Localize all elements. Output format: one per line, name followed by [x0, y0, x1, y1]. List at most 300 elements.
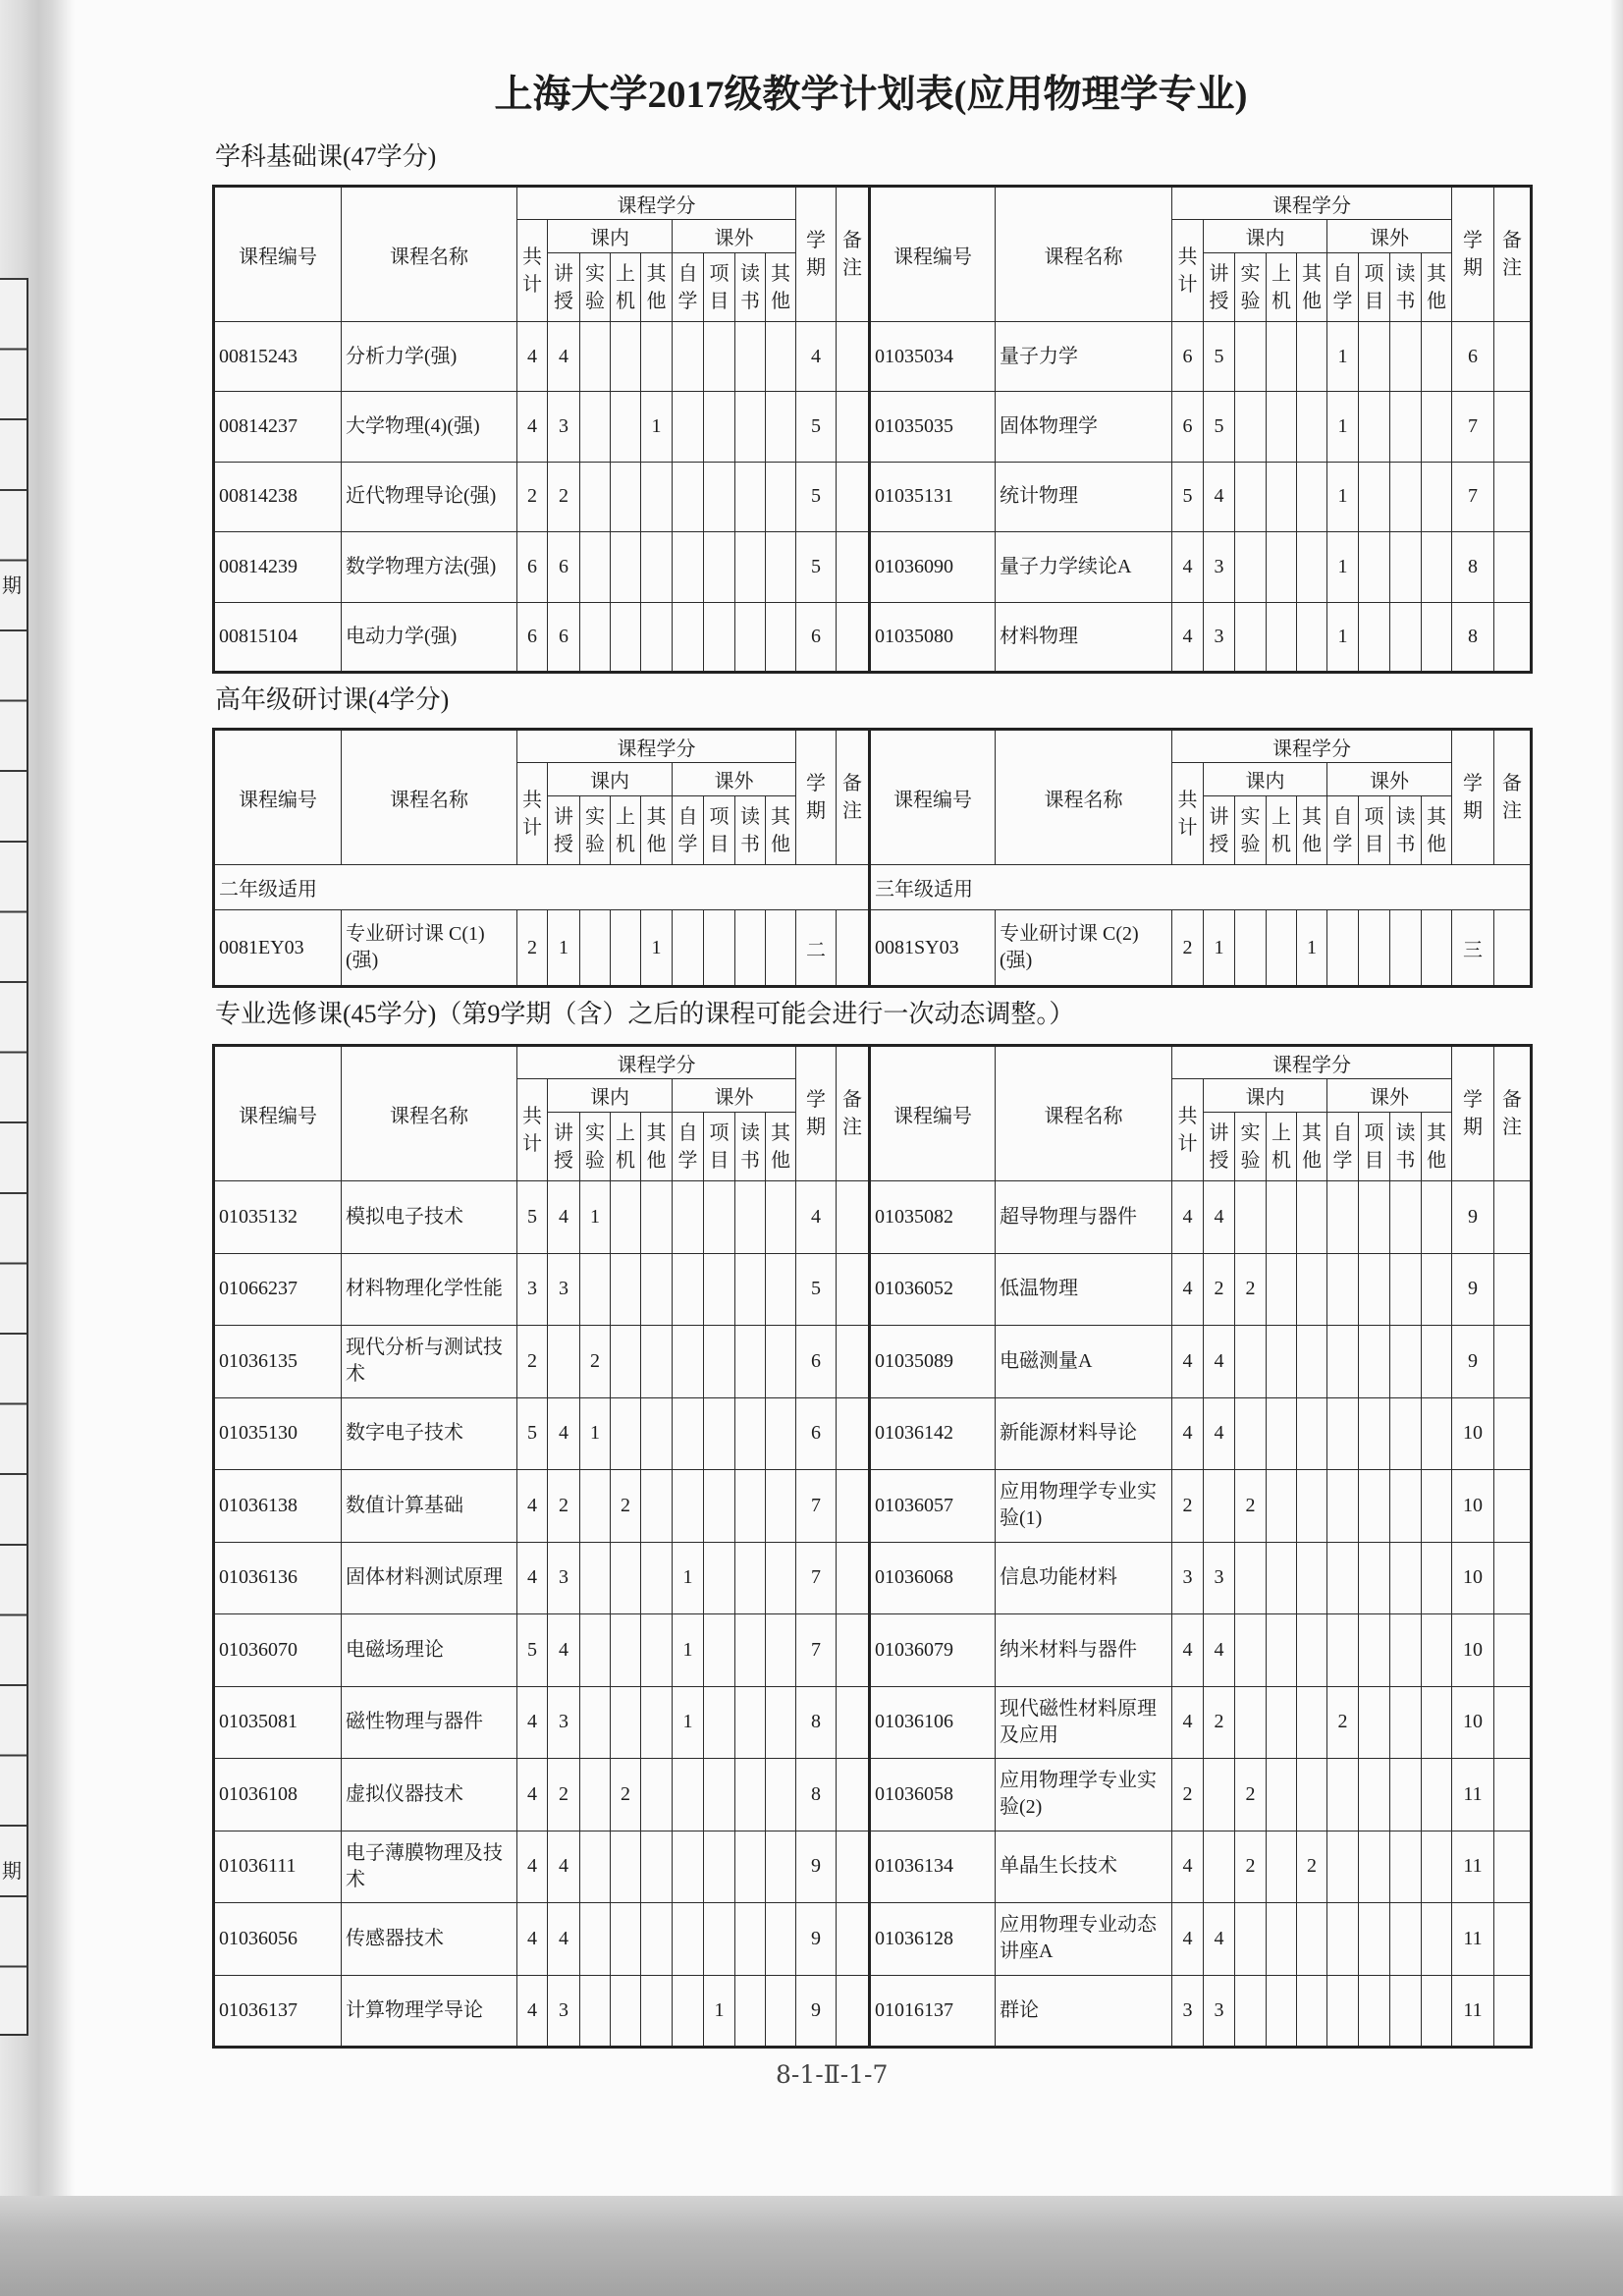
course-name: 材料物理: [996, 602, 1172, 672]
course-name: 纳米材料与器件: [996, 1614, 1172, 1687]
semester: 9: [796, 1975, 837, 2048]
credit-lecture: 4: [548, 1903, 580, 1976]
credit-computer: [1267, 392, 1297, 462]
credit-computer: [1267, 1831, 1297, 1903]
credit-total: 4: [517, 322, 548, 392]
course-name: 新能源材料导论: [996, 1397, 1172, 1470]
credit-reading: [1390, 532, 1422, 602]
header-out-of-class: 课外: [673, 763, 796, 796]
header-semester: 学期: [1452, 730, 1494, 865]
remarks: [1494, 910, 1532, 987]
credit-project: [1359, 1614, 1390, 1687]
credit-reading: [735, 1831, 766, 1903]
credit-reading: [1390, 1542, 1422, 1614]
course-name: 现代磁性材料原理及应用: [996, 1686, 1172, 1759]
credit-total: 2: [517, 910, 548, 987]
header-out-of-class: 课外: [1327, 220, 1452, 253]
credit-computer: [1267, 1903, 1297, 1976]
header-other-in-class: 其他: [641, 1113, 673, 1181]
course-code: 01035035: [870, 392, 996, 462]
header-course-name: 课程名称: [996, 1046, 1172, 1181]
course-name: 低温物理: [996, 1253, 1172, 1326]
credit-lecture: 4: [548, 1614, 580, 1687]
header-self-study: 自学: [1327, 1113, 1359, 1181]
header-total: 共计: [1172, 763, 1204, 865]
table-row: [214, 1903, 1532, 1976]
table-row: [214, 322, 1532, 392]
credit-reading: [735, 1903, 766, 1976]
credit-lecture: 3: [548, 392, 580, 462]
credit-project: [1359, 910, 1390, 987]
header-credits: 课程学分: [517, 187, 796, 220]
table-row: [214, 392, 1532, 462]
credit-other-in-class: [1297, 1470, 1327, 1543]
remarks: [1494, 392, 1532, 462]
header-in-class: 课内: [1204, 763, 1327, 796]
credit-total: 5: [1172, 462, 1204, 531]
credit-total: 4: [1172, 1397, 1204, 1470]
credit-other-in-class: [1297, 1614, 1327, 1687]
credit-computer: [1267, 1397, 1297, 1470]
credit-total: 4: [517, 1759, 548, 1831]
header-lecture: 讲授: [1204, 1113, 1235, 1181]
course-name: 近代物理导论(强): [342, 462, 517, 531]
semester: 9: [796, 1903, 837, 1976]
remarks: [837, 602, 870, 672]
credit-experiment: [580, 1903, 611, 1976]
credit-other-out-of-class: [766, 1614, 796, 1687]
remarks: [837, 1397, 870, 1470]
header-computer: 上机: [1267, 253, 1297, 322]
credit-total: 4: [1172, 1614, 1204, 1687]
header-total: 共计: [517, 220, 548, 322]
credit-self-study: [1327, 1831, 1359, 1903]
course-code: 00814239: [214, 532, 342, 602]
course-code: 01036137: [214, 1975, 342, 2048]
remarks: [1494, 1397, 1532, 1470]
page-number: 8-1-Ⅱ-1-7: [776, 2060, 889, 2089]
semester: 6: [796, 1326, 837, 1398]
semester: 9: [1452, 1181, 1494, 1254]
table-row: [214, 1542, 1532, 1614]
credit-other-in-class: [1297, 602, 1327, 672]
credit-other-in-class: [641, 1831, 673, 1903]
credit-experiment: [580, 1759, 611, 1831]
credit-other-out-of-class: [766, 1326, 796, 1398]
credit-computer: [1267, 1975, 1297, 2048]
credit-other-in-class: [641, 1326, 673, 1398]
course-code: 01036136: [214, 1542, 342, 1614]
credit-self-study: 1: [1327, 322, 1359, 392]
credit-reading: [735, 1181, 766, 1254]
scanner-bed: [0, 2196, 1623, 2296]
course-code: 01036135: [214, 1326, 342, 1398]
credit-reading: [735, 462, 766, 531]
header-row: [214, 187, 1532, 220]
header-in-class: 课内: [1204, 220, 1327, 253]
credit-other-in-class: 2: [1297, 1831, 1327, 1903]
credit-other-out-of-class: [766, 1975, 796, 2048]
credit-reading: [1390, 1831, 1422, 1903]
header-experiment: 实验: [1235, 796, 1267, 865]
header-other-in-class: 其他: [1297, 1113, 1327, 1181]
course-name: 应用物理学专业实验(2): [996, 1759, 1172, 1831]
table-row: [214, 1759, 1532, 1831]
semester: 11: [1452, 1831, 1494, 1903]
remarks: [1494, 1470, 1532, 1543]
course-code: 01035132: [214, 1181, 342, 1254]
credit-total: 2: [517, 1326, 548, 1398]
remarks: [1494, 1326, 1532, 1398]
section-heading-basic-courses: 学科基础课(47学分): [215, 142, 437, 171]
credit-computer: [1267, 910, 1297, 987]
group-label-left: 二年级适用: [214, 865, 870, 910]
credit-other-in-class: 1: [641, 392, 673, 462]
course-name: 材料物理化学性能: [342, 1253, 517, 1326]
header-self-study: 自学: [673, 253, 704, 322]
table-row: [214, 1397, 1532, 1470]
table-row: [214, 910, 1532, 987]
credit-reading: [1390, 602, 1422, 672]
course-name: 单晶生长技术: [996, 1831, 1172, 1903]
credit-project: [704, 1542, 735, 1614]
credit-project: [704, 1759, 735, 1831]
course-name: 量子力学: [996, 322, 1172, 392]
credit-total: 3: [1172, 1975, 1204, 2048]
semester: 10: [1452, 1542, 1494, 1614]
header-out-of-class: 课外: [1327, 763, 1452, 796]
credit-total: 4: [1172, 1253, 1204, 1326]
credit-experiment: [580, 602, 611, 672]
course-name: 模拟电子技术: [342, 1181, 517, 1254]
credit-experiment: [1235, 910, 1267, 987]
header-course-code: 课程编号: [870, 1046, 996, 1181]
credit-lecture: 5: [1204, 392, 1235, 462]
credit-project: [704, 1831, 735, 1903]
credit-computer: [611, 1397, 641, 1470]
header-reading: 读书: [1390, 796, 1422, 865]
credit-reading: [735, 1975, 766, 2048]
remarks: [837, 1686, 870, 1759]
credit-self-study: 1: [673, 1542, 704, 1614]
credit-computer: [611, 1686, 641, 1759]
credit-other-in-class: [1297, 392, 1327, 462]
table-row: [214, 1614, 1532, 1687]
remarks: [1494, 1759, 1532, 1831]
course-code: 01036106: [870, 1686, 996, 1759]
credit-project: [1359, 322, 1390, 392]
course-code: 01036134: [870, 1831, 996, 1903]
credit-other-out-of-class: [766, 392, 796, 462]
remarks: [1494, 1903, 1532, 1976]
remarks: [1494, 1181, 1532, 1254]
semester: 9: [1452, 1326, 1494, 1398]
credit-reading: [735, 1253, 766, 1326]
credit-computer: [1267, 1470, 1297, 1543]
remarks: [837, 1181, 870, 1254]
semester: 10: [1452, 1686, 1494, 1759]
header-course-code: 课程编号: [214, 730, 342, 865]
credit-other-out-of-class: [766, 1686, 796, 1759]
credit-total: 6: [517, 602, 548, 672]
course-code: 01036058: [870, 1759, 996, 1831]
credit-computer: [1267, 322, 1297, 392]
credit-reading: [1390, 1326, 1422, 1398]
header-experiment: 实验: [580, 253, 611, 322]
credit-lecture: 3: [548, 1253, 580, 1326]
header-self-study: 自学: [1327, 796, 1359, 865]
table-header: [214, 1046, 1532, 1181]
credit-self-study: [673, 322, 704, 392]
remarks: [837, 910, 870, 987]
course-code: 01035081: [214, 1686, 342, 1759]
semester: 10: [1452, 1397, 1494, 1470]
credit-self-study: [1327, 1326, 1359, 1398]
course-code: 01035082: [870, 1181, 996, 1254]
header-experiment: 实验: [1235, 253, 1267, 322]
course-code: 01036138: [214, 1470, 342, 1543]
header-reading: 读书: [735, 253, 766, 322]
credit-lecture: 6: [548, 602, 580, 672]
credit-project: [1359, 1326, 1390, 1398]
margin-text: 期: [2, 1859, 22, 1883]
credit-self-study: [673, 532, 704, 602]
header-credits: 课程学分: [1172, 730, 1452, 763]
credit-computer: [611, 1831, 641, 1903]
credit-reading: [1390, 1975, 1422, 2048]
credit-total: 2: [1172, 1759, 1204, 1831]
remarks: [837, 392, 870, 462]
table-row: [214, 602, 1532, 672]
section-heading-elective-courses: 专业选修课(45学分)（第9学期（含）之后的课程可能会进行一次动态调整。）: [215, 1000, 1075, 1028]
header-project: 项目: [1359, 796, 1390, 865]
credit-total: 4: [1172, 1831, 1204, 1903]
header-project: 项目: [1359, 253, 1390, 322]
credit-lecture: 3: [1204, 532, 1235, 602]
header-other-out-of-class: 其他: [1422, 796, 1452, 865]
remarks: [837, 462, 870, 531]
credit-computer: [611, 1181, 641, 1254]
course-code: 01036052: [870, 1253, 996, 1326]
credit-other-in-class: [641, 602, 673, 672]
credit-self-study: [1327, 1253, 1359, 1326]
credit-other-in-class: [641, 1181, 673, 1254]
header-course-code: 课程编号: [214, 1046, 342, 1181]
header-course-name: 课程名称: [996, 730, 1172, 865]
header-credits: 课程学分: [1172, 1046, 1452, 1079]
credit-total: 6: [517, 532, 548, 602]
credit-lecture: 3: [548, 1542, 580, 1614]
semester: 10: [1452, 1614, 1494, 1687]
credit-experiment: [580, 1253, 611, 1326]
header-other-out-of-class: 其他: [1422, 253, 1452, 322]
header-row: [214, 1046, 1532, 1079]
credit-self-study: [1327, 1975, 1359, 2048]
credit-lecture: [1204, 1759, 1235, 1831]
credit-project: [704, 1326, 735, 1398]
credit-other-in-class: [1297, 532, 1327, 602]
credit-self-study: [673, 462, 704, 531]
header-remarks: 备注: [837, 1046, 870, 1181]
course-code: 0081SY03: [870, 910, 996, 987]
credit-lecture: 4: [548, 322, 580, 392]
header-remarks: 备注: [1494, 1046, 1532, 1181]
credit-self-study: [1327, 1759, 1359, 1831]
semester: 8: [796, 1759, 837, 1831]
header-other-in-class: 其他: [641, 796, 673, 865]
header-reading: 读书: [735, 1113, 766, 1181]
header-other-out-of-class: 其他: [766, 1113, 796, 1181]
credit-lecture: 1: [548, 910, 580, 987]
credit-project: [704, 1253, 735, 1326]
credit-self-study: [673, 1326, 704, 1398]
semester: 二: [796, 910, 837, 987]
header-reading: 读书: [735, 796, 766, 865]
header-project: 项目: [704, 253, 735, 322]
course-name: 传感器技术: [342, 1903, 517, 1976]
credit-reading: [1390, 322, 1422, 392]
credit-other-out-of-class: [766, 1253, 796, 1326]
credit-self-study: 1: [1327, 532, 1359, 602]
credit-computer: [611, 462, 641, 531]
course-name: 超导物理与器件: [996, 1181, 1172, 1254]
header-reading: 读书: [1390, 253, 1422, 322]
course-code: 01036108: [214, 1759, 342, 1831]
credit-total: 4: [1172, 1903, 1204, 1976]
table-row: [214, 462, 1532, 531]
credit-project: [1359, 1831, 1390, 1903]
remarks: [837, 1831, 870, 1903]
credit-reading: [735, 910, 766, 987]
header-remarks: 备注: [1494, 730, 1532, 865]
credit-total: 4: [1172, 1181, 1204, 1254]
course-code: 01036111: [214, 1831, 342, 1903]
credit-experiment: [1235, 1686, 1267, 1759]
credit-experiment: 1: [580, 1181, 611, 1254]
credit-lecture: 2: [1204, 1253, 1235, 1326]
credit-reading: [735, 392, 766, 462]
header-self-study: 自学: [1327, 253, 1359, 322]
remarks: [1494, 1975, 1532, 2048]
credit-self-study: [1327, 1397, 1359, 1470]
credit-reading: [1390, 1903, 1422, 1976]
course-name: 现代分析与测试技术: [342, 1326, 517, 1398]
credit-computer: [611, 322, 641, 392]
credit-lecture: 5: [1204, 322, 1235, 392]
credit-project: [1359, 1253, 1390, 1326]
header-project: 项目: [704, 796, 735, 865]
credit-lecture: [548, 1326, 580, 1398]
credit-self-study: [673, 1903, 704, 1976]
remarks: [1494, 322, 1532, 392]
credit-other-in-class: [641, 1975, 673, 2048]
credit-reading: [1390, 392, 1422, 462]
course-code: 00814238: [214, 462, 342, 531]
credit-reading: [1390, 462, 1422, 531]
credit-total: 3: [517, 1253, 548, 1326]
semester: 9: [796, 1831, 837, 1903]
header-computer: 上机: [611, 1113, 641, 1181]
credit-reading: [1390, 1181, 1422, 1254]
credit-total: 4: [517, 1831, 548, 1903]
credit-project: [1359, 1397, 1390, 1470]
semester: 6: [1452, 322, 1494, 392]
credit-reading: [1390, 1686, 1422, 1759]
credit-total: 4: [517, 1903, 548, 1976]
table-row: [214, 1181, 1532, 1254]
header-self-study: 自学: [673, 796, 704, 865]
credit-project: [704, 532, 735, 602]
course-name: 数字电子技术: [342, 1397, 517, 1470]
semester: 9: [1452, 1253, 1494, 1326]
credit-other-in-class: [1297, 1253, 1327, 1326]
credit-experiment: [580, 1542, 611, 1614]
credit-total: 4: [1172, 1686, 1204, 1759]
credit-experiment: [1235, 462, 1267, 531]
credit-self-study: [673, 910, 704, 987]
credit-lecture: 2: [548, 462, 580, 531]
header-project: 项目: [704, 1113, 735, 1181]
credit-project: [704, 462, 735, 531]
credit-computer: [1267, 602, 1297, 672]
course-code: 00814237: [214, 392, 342, 462]
credit-reading: [735, 1470, 766, 1543]
credit-reading: [735, 532, 766, 602]
credit-self-study: [673, 1759, 704, 1831]
credit-other-out-of-class: [1422, 322, 1452, 392]
course-code: 01036079: [870, 1614, 996, 1687]
credit-reading: [1390, 1614, 1422, 1687]
course-name: 数学物理方法(强): [342, 532, 517, 602]
credit-other-out-of-class: [1422, 1831, 1452, 1903]
header-in-class: 课内: [548, 1079, 673, 1113]
credit-total: 4: [517, 392, 548, 462]
table-row: [214, 1253, 1532, 1326]
credit-total: 4: [517, 1686, 548, 1759]
credit-computer: 2: [611, 1470, 641, 1543]
course-name: 专业研讨课 C(1)(强): [342, 910, 517, 987]
semester: 11: [1452, 1975, 1494, 2048]
credit-other-in-class: [1297, 1326, 1327, 1398]
credit-project: [704, 1470, 735, 1543]
header-total: 共计: [1172, 1079, 1204, 1181]
semester: 7: [796, 1614, 837, 1687]
semester: 5: [796, 392, 837, 462]
header-other-in-class: 其他: [641, 253, 673, 322]
credit-other-out-of-class: [766, 1759, 796, 1831]
paper-right-edge: [1611, 0, 1623, 2196]
credit-self-study: [1327, 1470, 1359, 1543]
credit-computer: [611, 602, 641, 672]
semester: 7: [796, 1470, 837, 1543]
credit-computer: 2: [611, 1759, 641, 1831]
credit-project: [704, 322, 735, 392]
credit-experiment: [580, 462, 611, 531]
header-total: 共计: [517, 763, 548, 865]
remarks: [837, 1542, 870, 1614]
header-semester: 学期: [796, 1046, 837, 1181]
credit-experiment: [580, 1614, 611, 1687]
remarks: [837, 1470, 870, 1543]
credit-project: [1359, 602, 1390, 672]
remarks: [1494, 1686, 1532, 1759]
course-name: 固体物理学: [996, 392, 1172, 462]
credit-lecture: 4: [1204, 1181, 1235, 1254]
header-computer: 上机: [611, 796, 641, 865]
credit-lecture: 1: [1204, 910, 1235, 987]
header-course-name: 课程名称: [996, 187, 1172, 322]
credit-other-out-of-class: [766, 1903, 796, 1976]
